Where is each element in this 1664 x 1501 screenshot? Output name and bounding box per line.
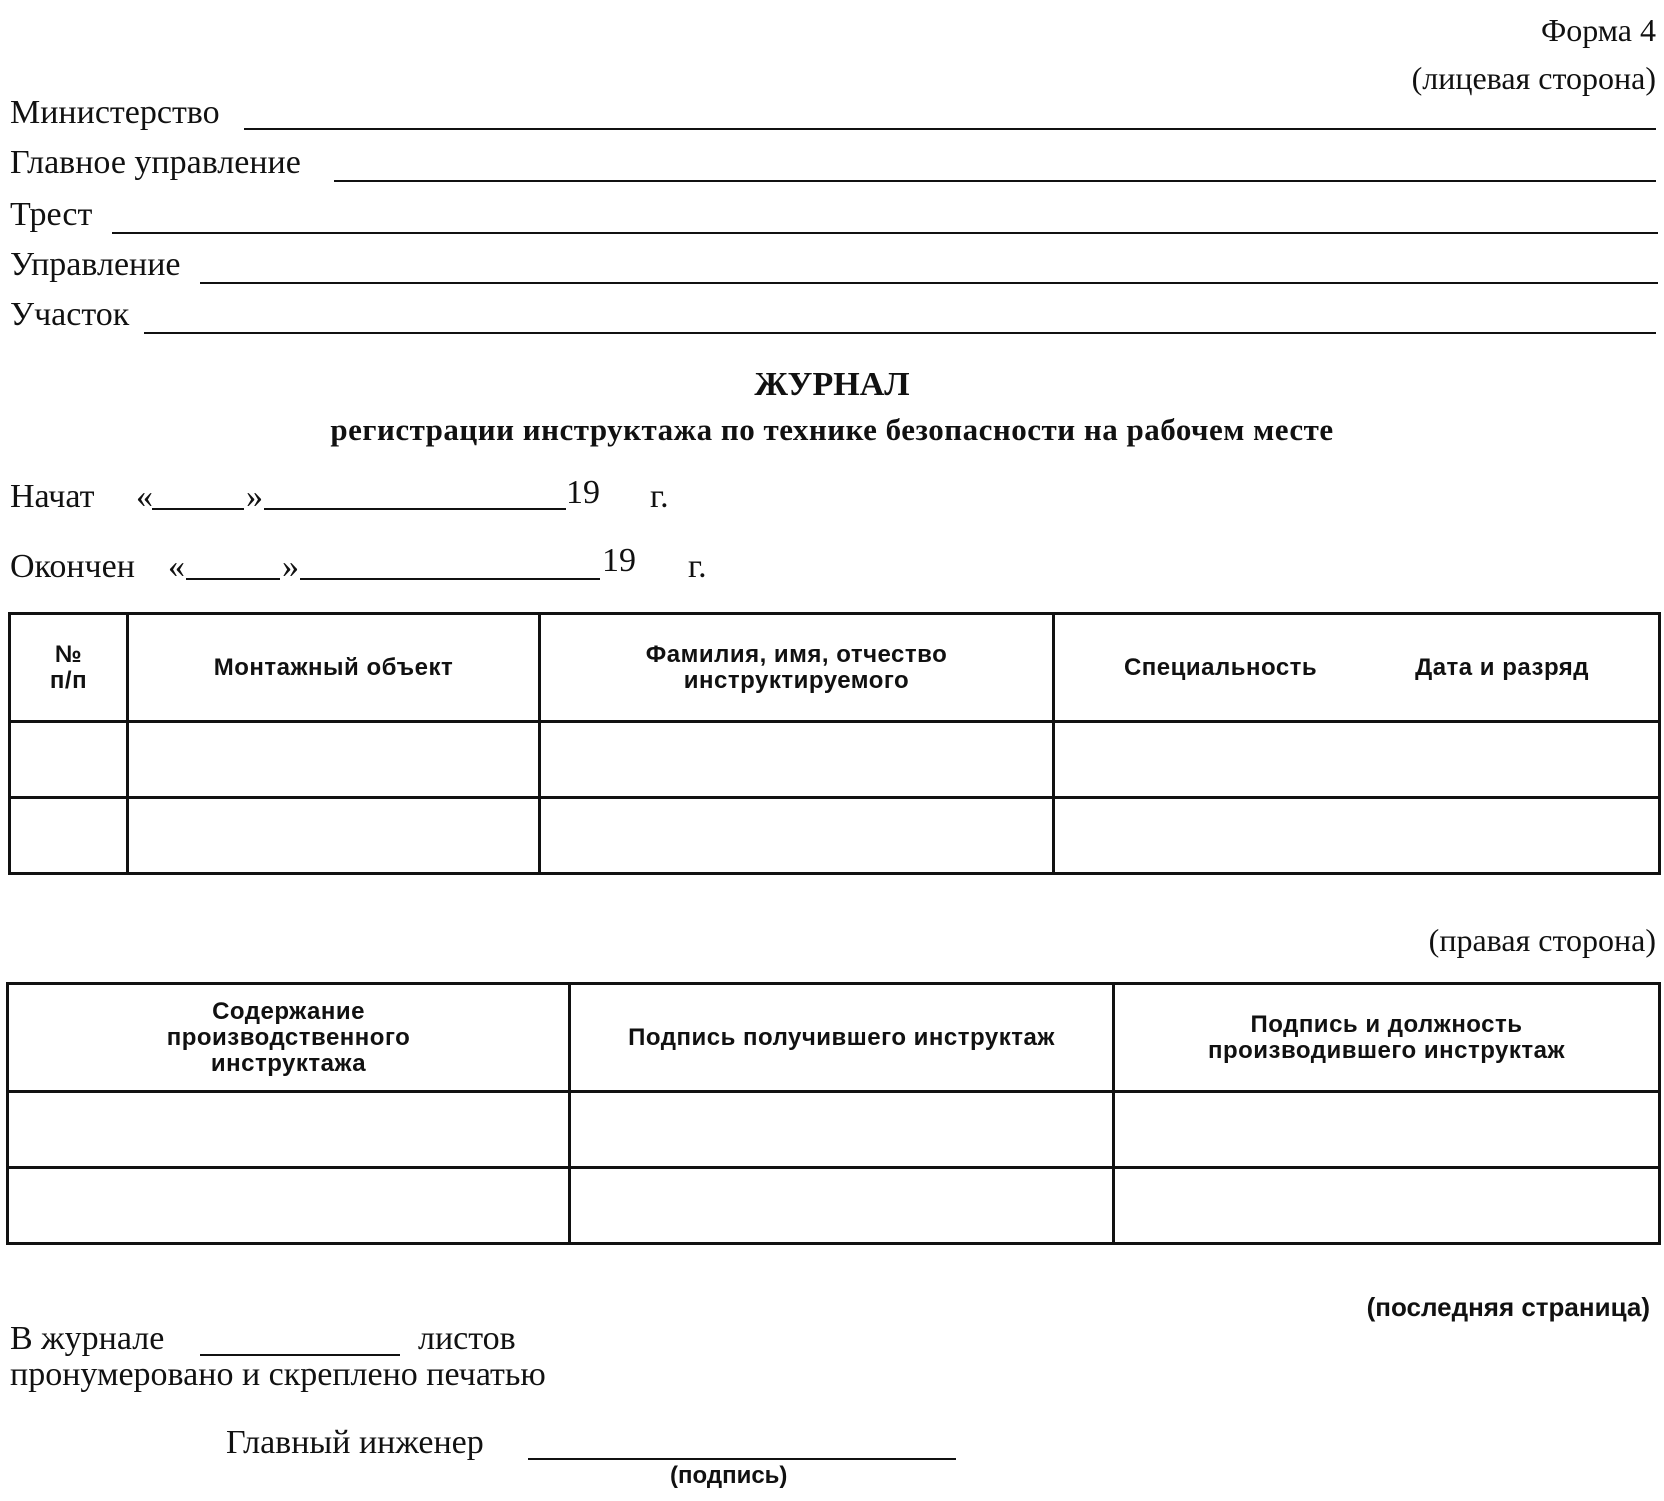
- header-date-rank: Дата и разряд: [1415, 653, 1590, 681]
- journal-title: ЖУРНАЛ: [754, 366, 910, 403]
- header-specialty-date: [1054, 614, 1660, 722]
- table-row: [8, 1168, 1660, 1244]
- finished-month-line[interactable]: [300, 578, 600, 580]
- header-num: № п/п: [10, 614, 128, 722]
- started-month-line[interactable]: [264, 508, 566, 510]
- trust-label: Трест: [10, 196, 93, 233]
- header-content: Содержание производственного инструктажа: [8, 984, 570, 1092]
- table-row: [8, 1092, 1660, 1168]
- started-year-suffix: г.: [650, 478, 669, 515]
- ministry-field-line[interactable]: [244, 128, 1656, 130]
- main-directorate-label: Главное управление: [10, 144, 301, 181]
- finished-quote-open: «: [168, 548, 185, 585]
- header-signature-received: Подпись получившего инструктаж: [570, 984, 1114, 1092]
- cell-signature-received[interactable]: [570, 1168, 1114, 1244]
- last-page-label: (последняя страница): [1366, 1292, 1650, 1322]
- form-number: Форма 4: [1540, 12, 1656, 48]
- cell-name[interactable]: [540, 798, 1054, 874]
- finished-label: Окончен: [10, 548, 135, 585]
- in-journal-label: В журнале: [10, 1320, 165, 1357]
- header-signature-conducted: Подпись и должность производившего инструктаж: [1114, 984, 1660, 1092]
- ministry-label: Министерство: [10, 94, 220, 131]
- chief-engineer-label: Главный инженер: [226, 1424, 484, 1461]
- chief-engineer-signature-line[interactable]: [528, 1458, 956, 1460]
- main-directorate-field-line[interactable]: [334, 180, 1656, 182]
- cell-specialty-date[interactable]: [1054, 722, 1660, 798]
- numbered-sealed-text: пронумеровано и скреплено печатью: [10, 1356, 546, 1393]
- journal-subtitle: регистрации инструктажа по технике безопасности на рабочем месте: [330, 412, 1334, 447]
- directorate-field-line[interactable]: [200, 282, 1658, 284]
- sheets-label: листов: [418, 1320, 516, 1357]
- right-table-header-row: [8, 984, 1660, 1092]
- right-table: [6, 982, 1661, 1245]
- front-table: [8, 612, 1661, 875]
- cell-signature-conducted[interactable]: [1114, 1168, 1660, 1244]
- cell-num[interactable]: [10, 798, 128, 874]
- cell-content[interactable]: [8, 1092, 570, 1168]
- side-front-label: (лицевая сторона): [1411, 60, 1656, 96]
- finished-day-line[interactable]: [186, 578, 280, 580]
- cell-num[interactable]: [10, 722, 128, 798]
- table-row: [10, 722, 1660, 798]
- header-object: Монтажный объект: [128, 614, 540, 722]
- started-quote-close: »: [246, 478, 263, 515]
- finished-year-prefix: 19: [602, 542, 636, 579]
- started-year-prefix: 19: [566, 474, 600, 511]
- finished-quote-close: »: [282, 548, 299, 585]
- table-row: [10, 798, 1660, 874]
- started-quote-open: «: [136, 478, 153, 515]
- front-table-header-row: [10, 614, 1660, 722]
- section-field-line[interactable]: [144, 332, 1656, 334]
- side-right-label: (правая сторона): [1428, 922, 1656, 958]
- finished-year-suffix: г.: [688, 548, 707, 585]
- cell-signature-conducted[interactable]: [1114, 1092, 1660, 1168]
- cell-name[interactable]: [540, 722, 1054, 798]
- cell-signature-received[interactable]: [570, 1092, 1114, 1168]
- cell-specialty-date[interactable]: [1054, 798, 1660, 874]
- started-label: Начат: [10, 478, 95, 515]
- header-name: Фамилия, имя, отчество инструктируемого: [540, 614, 1054, 722]
- trust-field-line[interactable]: [112, 232, 1658, 234]
- cell-content[interactable]: [8, 1168, 570, 1244]
- cell-object[interactable]: [128, 798, 540, 874]
- started-day-line[interactable]: [152, 508, 244, 510]
- cell-object[interactable]: [128, 722, 540, 798]
- signature-caption: (подпись): [670, 1462, 788, 1489]
- directorate-label: Управление: [10, 246, 181, 283]
- header-specialty: Специальность: [1123, 653, 1318, 681]
- section-label: Участок: [10, 296, 130, 333]
